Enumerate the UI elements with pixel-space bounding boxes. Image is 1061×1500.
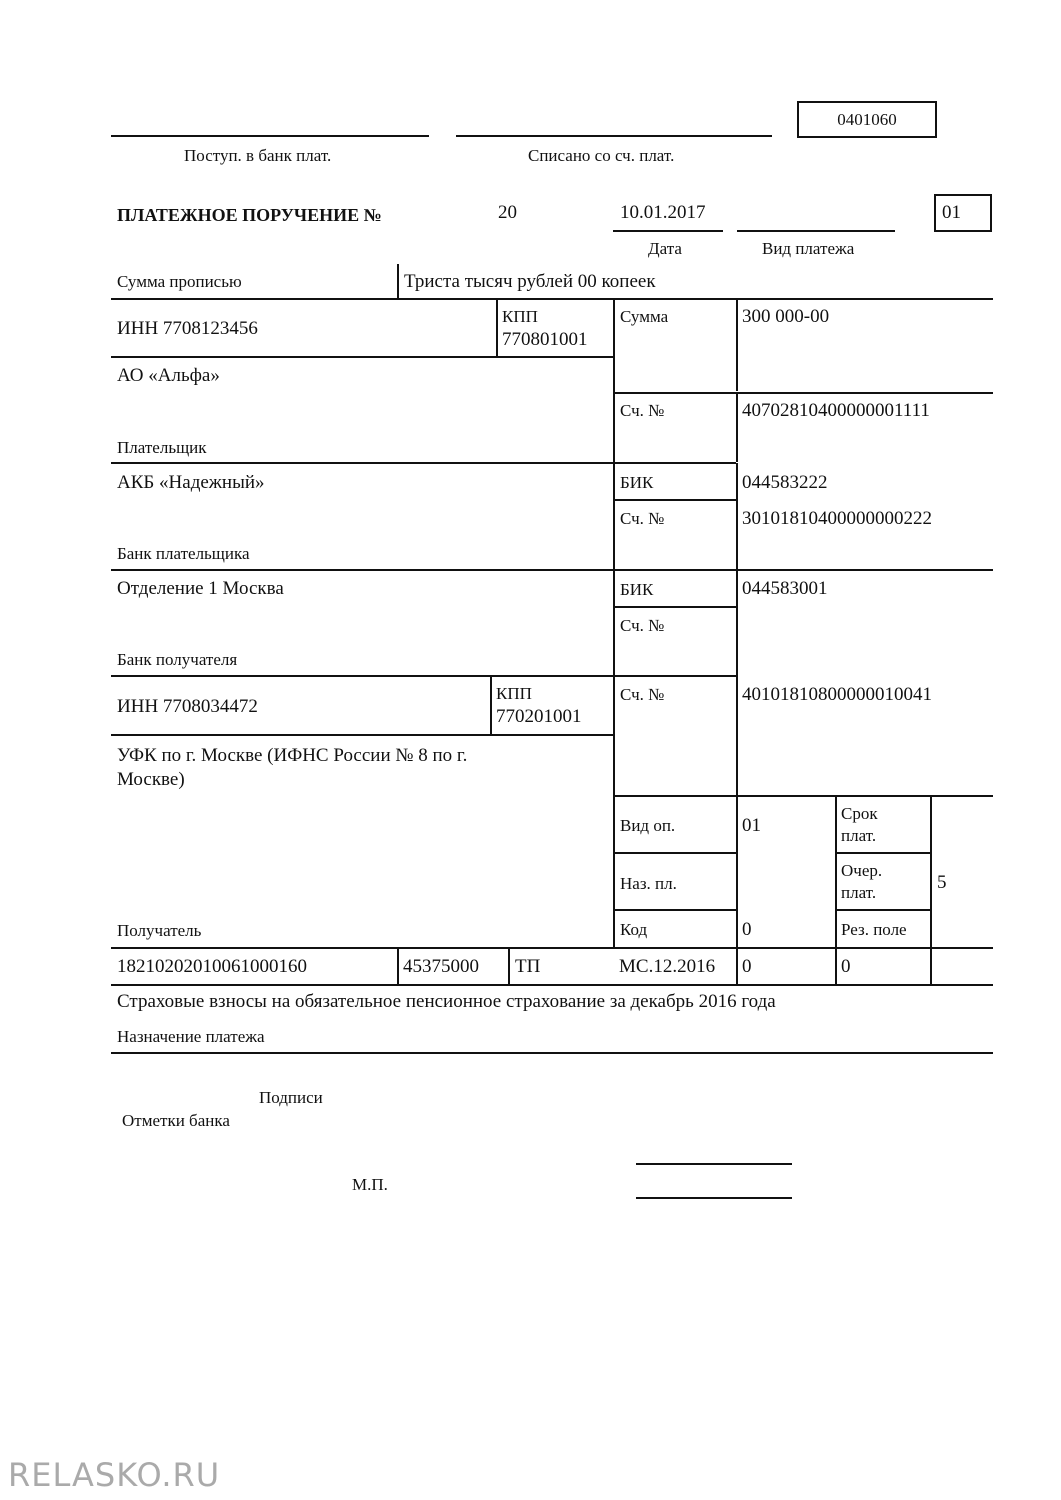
reserve-label: Рез. поле <box>841 920 907 939</box>
tax-col-736 <box>736 948 738 985</box>
bank-received-label: Поступ. в банк плат. <box>184 146 332 165</box>
col-736-b <box>736 392 738 462</box>
payer-bank-label: Банк плательщика <box>117 544 250 563</box>
col-736-d <box>736 570 738 795</box>
payee-bank-bik-label: БИК <box>620 580 654 599</box>
payee-bank-label: Банк получателя <box>117 650 238 669</box>
debited-label: Списано со сч. плат. <box>528 146 675 165</box>
line-735 <box>111 734 614 736</box>
payee-kpp-divider <box>490 676 492 734</box>
purpose-code-label: Наз. пл. <box>620 874 677 893</box>
payer-bank-bik: 044583222 <box>742 472 828 493</box>
payer-bank-account: 30101810400000000222 <box>742 508 932 529</box>
signatures-label: Подписи <box>259 1088 323 1107</box>
order-date: 10.01.2017 <box>620 202 706 223</box>
op-type: 01 <box>742 815 761 836</box>
line-985 <box>111 984 993 986</box>
payer-account-label: Сч. № <box>620 401 665 420</box>
seal-label: М.П. <box>352 1175 388 1194</box>
payment-type-line <box>737 230 895 232</box>
payee-bank-name: Отделение 1 Москва <box>117 578 284 599</box>
tax-oktmo: 45375000 <box>403 956 479 977</box>
line-570 <box>111 569 993 571</box>
purpose-text: Страховые взносы на обязательное пенсионное страхование за декабрь 2016 года <box>117 991 776 1012</box>
payee-kpp: 770201001 <box>496 706 582 727</box>
watermark: RELASKO.RU <box>8 1456 221 1494</box>
signature-line-2 <box>636 1197 792 1199</box>
signature-line-1 <box>636 1163 792 1165</box>
line-796 <box>613 795 993 797</box>
payee-bank-bik: 044583001 <box>742 578 828 599</box>
payee-bank-account-label: Сч. № <box>620 616 665 635</box>
bank-marks-label: Отметки банка <box>122 1111 230 1130</box>
amount-words-divider <box>397 264 399 299</box>
payment-type-label: Вид платежа <box>762 239 855 258</box>
line-500 <box>613 499 736 501</box>
col-736-c <box>736 463 738 570</box>
payee-label: Получатель <box>117 921 202 940</box>
line-463 <box>111 462 736 464</box>
line-393 <box>613 392 993 394</box>
line-607 <box>613 606 736 608</box>
debited-line <box>456 135 772 137</box>
payee-name: УФК по г. Москве (ИФНС России № 8 по г. Москве) <box>117 745 468 790</box>
date-line <box>613 230 723 232</box>
form-code: 0401060 <box>837 110 897 129</box>
payer-name: АО «Альфа» <box>117 365 220 386</box>
payer-bank-name: АКБ «Надежный» <box>117 472 265 493</box>
line-299 <box>111 298 993 300</box>
payer-kpp-divider <box>496 299 498 357</box>
line-357 <box>111 356 614 358</box>
op-type-label: Вид оп. <box>620 816 676 835</box>
payer-bank-account-label: Сч. № <box>620 509 665 528</box>
priority-label: Очер. плат. <box>841 861 883 902</box>
tax-col-398 <box>397 948 399 985</box>
tax-doc-number: 0 <box>742 956 752 977</box>
tax-period: МС.12.2016 <box>619 956 716 977</box>
tax-kbk: 18210202010061000160 <box>117 956 307 977</box>
line-853-b <box>835 852 930 854</box>
payee-kpp-label: КПП <box>496 684 532 703</box>
payer-inn: ИНН 7708123456 <box>117 318 258 339</box>
bank-received-line <box>111 135 429 137</box>
line-676 <box>111 675 736 677</box>
priority: 5 <box>937 872 947 893</box>
payee-inn: ИНН 7708034472 <box>117 696 258 717</box>
payer-kpp: 770801001 <box>502 329 588 350</box>
payer-bank-bik-label: БИК <box>620 473 654 492</box>
col-836 <box>835 796 837 985</box>
order-title: ПЛАТЕЖНОЕ ПОРУЧЕНИЕ № <box>117 205 382 225</box>
line-853 <box>613 852 736 854</box>
line-948 <box>111 947 993 949</box>
line-910 <box>613 909 736 911</box>
line-910-b <box>835 909 930 911</box>
status-code: 01 <box>942 202 961 223</box>
code: 0 <box>742 919 752 940</box>
col-736-a <box>736 299 738 391</box>
order-number: 20 <box>498 202 517 223</box>
purpose-label: Назначение платежа <box>117 1027 265 1046</box>
col-614 <box>613 299 615 948</box>
tax-col-508 <box>508 948 510 985</box>
amount-words-label: Сумма прописью <box>117 272 242 291</box>
date-label: Дата <box>648 239 682 258</box>
payee-account: 40101810800000010041 <box>742 684 932 705</box>
amount-words-value: Триста тысяч рублей 00 копеек <box>404 271 656 292</box>
col-736-e <box>736 796 738 948</box>
payer-sum-label: Сумма <box>620 307 669 326</box>
tax-basis: ТП <box>515 956 541 977</box>
col-931 <box>930 796 932 985</box>
payer-account: 40702810400000001111 <box>742 400 930 421</box>
line-1053 <box>111 1052 993 1054</box>
payer-kpp-label: КПП <box>502 307 538 326</box>
code-label: Код <box>620 920 648 939</box>
tax-doc-date: 0 <box>841 956 851 977</box>
term-label: Срок плат. <box>841 804 878 845</box>
payer-label: Плательщик <box>117 438 207 457</box>
payee-account-label: Сч. № <box>620 685 665 704</box>
payer-sum: 300 000-00 <box>742 306 830 327</box>
